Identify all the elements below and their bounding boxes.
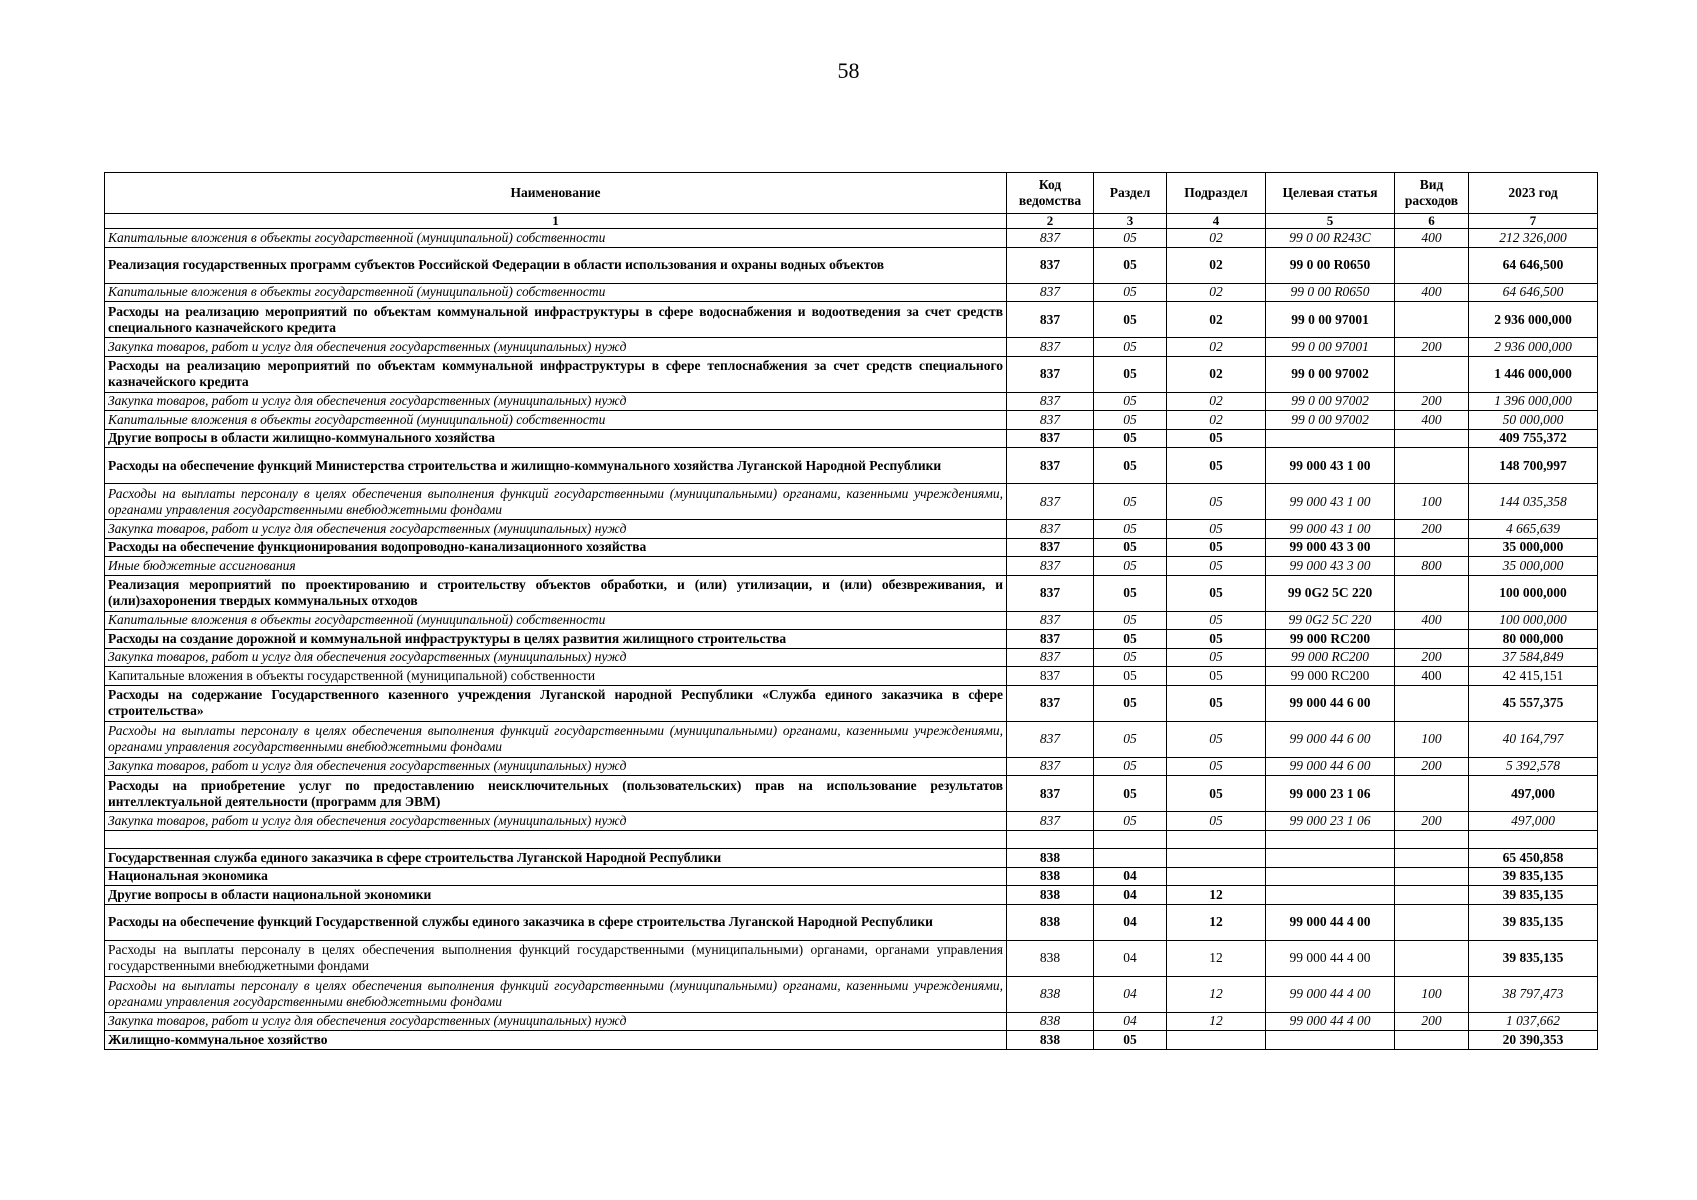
cell-section: 04	[1094, 904, 1167, 940]
cell-dept-code: 837	[1007, 429, 1094, 448]
header-expense-type: Вид расходов	[1395, 173, 1469, 214]
cell-expense-type: 400	[1395, 411, 1469, 430]
cell-subsection	[1167, 849, 1266, 868]
cell-subsection: 02	[1167, 247, 1266, 283]
cell-name: Расходы на выплаты персоналу в целях обеспечения выполнения функций государственными (муниципальными) органами, казенными учреждениями, органами управления государственными внебюджетными фондами	[105, 484, 1007, 520]
cell-amount: 39 835,135	[1469, 904, 1598, 940]
cell-target-article: 99 0 00 97002	[1266, 356, 1395, 392]
cell-name: Капитальные вложения в объекты государственной (муниципальной) собственности	[105, 283, 1007, 302]
header-row	[105, 173, 1598, 214]
cell-amount: 148 700,997	[1469, 448, 1598, 484]
cell-subsection	[1167, 830, 1266, 849]
cell-amount: 100 000,000	[1469, 575, 1598, 611]
cell-name: Другие вопросы в области жилищно-коммунального хозяйства	[105, 429, 1007, 448]
cell-target-article: 99 0 00 97002	[1266, 411, 1395, 430]
cell-name: Расходы на выплаты персоналу в целях обеспечения выполнения функций государственными (муниципальными) органами, казенными учреждениями, органами управления государственными внебюджетными фондами	[105, 721, 1007, 757]
cell-section	[1094, 849, 1167, 868]
cell-amount: 1 396 000,000	[1469, 392, 1598, 411]
cell-amount: 2 936 000,000	[1469, 302, 1598, 338]
cell-expense-type: 200	[1395, 520, 1469, 539]
cell-dept-code: 837	[1007, 411, 1094, 430]
cell-amount: 40 164,797	[1469, 721, 1598, 757]
cell-dept-code: 837	[1007, 557, 1094, 576]
cell-expense-type: 100	[1395, 976, 1469, 1012]
cell-target-article	[1266, 830, 1395, 849]
cell-amount: 37 584,849	[1469, 648, 1598, 667]
cell-dept-code: 837	[1007, 392, 1094, 411]
table-row	[105, 721, 1598, 757]
cell-name: Реализация мероприятий по проектированию и строительству объектов обработки, и (или) утилизации, и (или) обезвреживания, и (или)захоронения твердых коммунальных отходов	[105, 575, 1007, 611]
cell-target-article: 99 000 RC200	[1266, 667, 1395, 686]
table-row	[105, 448, 1598, 484]
table-row	[105, 429, 1598, 448]
cell-dept-code: 838	[1007, 867, 1094, 886]
cell-subsection: 05	[1167, 611, 1266, 630]
cell-name: Закупка товаров, работ и услуг для обеспечения государственных (муниципальных) нужд	[105, 520, 1007, 539]
cell-dept-code: 837	[1007, 538, 1094, 557]
table-row	[105, 886, 1598, 905]
cell-name: Расходы на выплаты персоналу в целях обеспечения выполнения функций государственными (муниципальными) органами, казенными учреждениями, органами управления государственными внебюджетными фондами	[105, 976, 1007, 1012]
cell-section: 05	[1094, 611, 1167, 630]
cell-dept-code: 837	[1007, 575, 1094, 611]
cell-expense-type: 800	[1395, 557, 1469, 576]
cell-dept-code: 837	[1007, 667, 1094, 686]
cell-name: Реализация государственных программ субъектов Российской Федерации в области использования и охраны водных объектов	[105, 247, 1007, 283]
cell-section: 05	[1094, 283, 1167, 302]
cell-target-article: 99 000 23 1 06	[1266, 812, 1395, 831]
page-number: 58	[837, 58, 860, 83]
cell-section: 05	[1094, 411, 1167, 430]
table-row	[105, 940, 1598, 976]
cell-section: 05	[1094, 685, 1167, 721]
cell-subsection: 02	[1167, 356, 1266, 392]
cell-dept-code: 838	[1007, 976, 1094, 1012]
cell-dept-code: 837	[1007, 283, 1094, 302]
cell-amount: 45 557,375	[1469, 685, 1598, 721]
cell-dept-code: 837	[1007, 630, 1094, 649]
cell-dept-code: 838	[1007, 849, 1094, 868]
cell-amount: 1 446 000,000	[1469, 356, 1598, 392]
cell-amount: 144 035,358	[1469, 484, 1598, 520]
cell-target-article: 99 0 00 97001	[1266, 338, 1395, 357]
table-body	[105, 229, 1598, 1050]
cell-dept-code: 837	[1007, 721, 1094, 757]
cell-section: 05	[1094, 1031, 1167, 1050]
cell-name: Капитальные вложения в объекты государственной (муниципальной) собственности	[105, 411, 1007, 430]
cell-amount: 20 390,353	[1469, 1031, 1598, 1050]
header-year-2023: 2023 год	[1469, 173, 1598, 214]
cell-name: Государственная служба единого заказчика в сфере строительства Луганской Народной Республики	[105, 849, 1007, 868]
cell-subsection	[1167, 1031, 1266, 1050]
cell-target-article: 99 000 44 6 00	[1266, 721, 1395, 757]
table-row	[105, 520, 1598, 539]
cell-amount: 80 000,000	[1469, 630, 1598, 649]
cell-expense-type	[1395, 247, 1469, 283]
column-number: 4	[1167, 214, 1266, 229]
cell-amount: 39 835,135	[1469, 886, 1598, 905]
cell-section: 05	[1094, 520, 1167, 539]
cell-expense-type	[1395, 630, 1469, 649]
cell-subsection: 12	[1167, 976, 1266, 1012]
table-row	[105, 247, 1598, 283]
cell-amount: 497,000	[1469, 776, 1598, 812]
cell-section: 05	[1094, 648, 1167, 667]
header-target-article: Целевая статья	[1266, 173, 1395, 214]
cell-name: Расходы на содержание Государственного казенного учреждения Луганской народной Республики «Служба единого заказчика в сфере строительства»	[105, 685, 1007, 721]
cell-amount: 497,000	[1469, 812, 1598, 831]
cell-expense-type	[1395, 356, 1469, 392]
cell-subsection: 05	[1167, 776, 1266, 812]
cell-amount: 42 415,151	[1469, 667, 1598, 686]
cell-target-article: 99 0 00 97001	[1266, 302, 1395, 338]
cell-expense-type	[1395, 685, 1469, 721]
cell-expense-type: 100	[1395, 484, 1469, 520]
table-row	[105, 776, 1598, 812]
table-row	[105, 611, 1598, 630]
cell-subsection: 05	[1167, 757, 1266, 776]
table-row	[105, 575, 1598, 611]
cell-dept-code: 837	[1007, 685, 1094, 721]
cell-dept-code: 838	[1007, 1012, 1094, 1031]
cell-amount: 64 646,500	[1469, 247, 1598, 283]
budget-table	[104, 172, 1598, 1050]
cell-expense-type	[1395, 302, 1469, 338]
cell-section: 05	[1094, 721, 1167, 757]
cell-section: 05	[1094, 356, 1167, 392]
cell-section: 04	[1094, 867, 1167, 886]
table-row	[105, 538, 1598, 557]
cell-subsection: 05	[1167, 685, 1266, 721]
cell-dept-code: 837	[1007, 229, 1094, 248]
cell-section: 05	[1094, 776, 1167, 812]
cell-target-article: 99 000 RC200	[1266, 630, 1395, 649]
cell-name: Жилищно-коммунальное хозяйство	[105, 1031, 1007, 1050]
cell-section: 05	[1094, 392, 1167, 411]
column-number: 1	[105, 214, 1007, 229]
cell-dept-code: 837	[1007, 247, 1094, 283]
cell-subsection: 05	[1167, 667, 1266, 686]
cell-subsection: 05	[1167, 575, 1266, 611]
table-row	[105, 356, 1598, 392]
cell-amount: 64 646,500	[1469, 283, 1598, 302]
column-number: 5	[1266, 214, 1395, 229]
cell-subsection: 05	[1167, 648, 1266, 667]
cell-target-article: 99 000 43 3 00	[1266, 538, 1395, 557]
cell-expense-type	[1395, 940, 1469, 976]
table-row	[105, 867, 1598, 886]
cell-name: Расходы на обеспечение функций Государственной службы единого заказчика в сфере строительства Луганской Народной Республики	[105, 904, 1007, 940]
cell-section: 04	[1094, 976, 1167, 1012]
column-number: 2	[1007, 214, 1094, 229]
cell-target-article: 99 000 43 3 00	[1266, 557, 1395, 576]
column-number-row	[105, 214, 1598, 229]
cell-target-article: 99 000 44 4 00	[1266, 976, 1395, 1012]
table-row	[105, 630, 1598, 649]
cell-section: 05	[1094, 630, 1167, 649]
cell-section	[1094, 830, 1167, 849]
cell-section: 05	[1094, 338, 1167, 357]
cell-expense-type	[1395, 886, 1469, 905]
table-row	[105, 392, 1598, 411]
cell-dept-code: 837	[1007, 812, 1094, 831]
cell-expense-type	[1395, 538, 1469, 557]
cell-name: Другие вопросы в области национальной экономики	[105, 886, 1007, 905]
cell-expense-type: 400	[1395, 229, 1469, 248]
cell-expense-type: 400	[1395, 611, 1469, 630]
cell-section: 05	[1094, 575, 1167, 611]
cell-expense-type	[1395, 904, 1469, 940]
cell-expense-type	[1395, 830, 1469, 849]
cell-target-article: 99 0 00 R0650	[1266, 247, 1395, 283]
cell-amount: 409 755,372	[1469, 429, 1598, 448]
cell-subsection: 05	[1167, 630, 1266, 649]
cell-name: Расходы на реализацию мероприятий по объектам коммунальной инфраструктуры в сфере водоснабжения и водоотведения за счет средств специального казначейского кредита	[105, 302, 1007, 338]
cell-target-article: 99 000 44 6 00	[1266, 757, 1395, 776]
cell-target-article	[1266, 1031, 1395, 1050]
table-row	[105, 283, 1598, 302]
cell-amount: 39 835,135	[1469, 867, 1598, 886]
cell-amount: 50 000,000	[1469, 411, 1598, 430]
cell-target-article: 99 000 44 4 00	[1266, 904, 1395, 940]
table-row	[105, 667, 1598, 686]
cell-expense-type: 200	[1395, 812, 1469, 831]
cell-target-article: 99 000 43 1 00	[1266, 520, 1395, 539]
cell-dept-code: 838	[1007, 886, 1094, 905]
cell-subsection: 12	[1167, 940, 1266, 976]
cell-target-article: 99 0G2 5C 220	[1266, 611, 1395, 630]
cell-subsection: 12	[1167, 1012, 1266, 1031]
cell-dept-code	[1007, 830, 1094, 849]
cell-name: Закупка товаров, работ и услуг для обеспечения государственных (муниципальных) нужд	[105, 338, 1007, 357]
table-row	[105, 812, 1598, 831]
table-row	[105, 229, 1598, 248]
cell-subsection: 02	[1167, 229, 1266, 248]
cell-expense-type: 200	[1395, 648, 1469, 667]
cell-expense-type	[1395, 448, 1469, 484]
cell-amount: 35 000,000	[1469, 538, 1598, 557]
cell-subsection: 05	[1167, 429, 1266, 448]
cell-subsection: 05	[1167, 538, 1266, 557]
cell-name: Закупка товаров, работ и услуг для обеспечения государственных (муниципальных) нужд	[105, 812, 1007, 831]
table-row	[105, 302, 1598, 338]
table-row	[105, 557, 1598, 576]
cell-name: Капитальные вложения в объекты государственной (муниципальной) собственности	[105, 611, 1007, 630]
cell-section: 05	[1094, 448, 1167, 484]
cell-amount: 39 835,135	[1469, 940, 1598, 976]
cell-name: Расходы на создание дорожной и коммунальной инфраструктуры в целях развития жилищного строительства	[105, 630, 1007, 649]
cell-name: Расходы на выплаты персоналу в целях обеспечения выполнения функций государственными (муниципальными) органами, органами управления государственными внебюджетными фондами	[105, 940, 1007, 976]
cell-target-article: 99 0G2 5C 220	[1266, 575, 1395, 611]
cell-target-article	[1266, 429, 1395, 448]
table-row	[105, 1012, 1598, 1031]
cell-name: Закупка товаров, работ и услуг для обеспечения государственных (муниципальных) нужд	[105, 757, 1007, 776]
cell-section: 05	[1094, 484, 1167, 520]
cell-section: 05	[1094, 812, 1167, 831]
header-subsection: Подраздел	[1167, 173, 1266, 214]
cell-name: Закупка товаров, работ и услуг для обеспечения государственных (муниципальных) нужд	[105, 392, 1007, 411]
cell-dept-code: 837	[1007, 757, 1094, 776]
cell-expense-type: 200	[1395, 757, 1469, 776]
cell-expense-type: 400	[1395, 283, 1469, 302]
cell-section: 04	[1094, 940, 1167, 976]
cell-dept-code: 837	[1007, 520, 1094, 539]
cell-target-article: 99 000 RC200	[1266, 648, 1395, 667]
cell-target-article: 99 0 00 R0650	[1266, 283, 1395, 302]
cell-subsection: 05	[1167, 484, 1266, 520]
cell-section: 04	[1094, 886, 1167, 905]
header-dept-code: Код ведомства	[1007, 173, 1094, 214]
cell-target-article: 99 000 43 1 00	[1266, 448, 1395, 484]
cell-name: Капитальные вложения в объекты государственной (муниципальной) собственности	[105, 667, 1007, 686]
cell-amount: 1 037,662	[1469, 1012, 1598, 1031]
cell-amount: 2 936 000,000	[1469, 338, 1598, 357]
cell-subsection: 05	[1167, 448, 1266, 484]
cell-subsection: 02	[1167, 411, 1266, 430]
cell-target-article	[1266, 886, 1395, 905]
cell-section: 05	[1094, 429, 1167, 448]
cell-expense-type: 200	[1395, 392, 1469, 411]
column-number: 6	[1395, 214, 1469, 229]
table-row	[105, 849, 1598, 868]
cell-amount: 35 000,000	[1469, 557, 1598, 576]
cell-subsection: 05	[1167, 557, 1266, 576]
cell-dept-code: 837	[1007, 648, 1094, 667]
cell-expense-type: 200	[1395, 338, 1469, 357]
cell-dept-code: 837	[1007, 302, 1094, 338]
table-row	[105, 904, 1598, 940]
cell-dept-code: 837	[1007, 484, 1094, 520]
cell-dept-code: 838	[1007, 904, 1094, 940]
cell-name: Иные бюджетные ассигнования	[105, 557, 1007, 576]
cell-name: Расходы на реализацию мероприятий по объектам коммунальной инфраструктуры в сфере теплоснабжения за счет средств специального казначейского кредита	[105, 356, 1007, 392]
cell-section: 05	[1094, 557, 1167, 576]
cell-name: Расходы на обеспечение функций Министерства строительства и жилищно-коммунального хозяйства Луганской Народной Республики	[105, 448, 1007, 484]
cell-dept-code: 837	[1007, 338, 1094, 357]
cell-dept-code: 837	[1007, 611, 1094, 630]
cell-subsection: 02	[1167, 338, 1266, 357]
cell-amount: 38 797,473	[1469, 976, 1598, 1012]
cell-expense-type: 400	[1395, 667, 1469, 686]
cell-amount	[1469, 830, 1598, 849]
cell-amount: 100 000,000	[1469, 611, 1598, 630]
cell-expense-type	[1395, 867, 1469, 886]
cell-subsection: 02	[1167, 283, 1266, 302]
cell-amount: 5 392,578	[1469, 757, 1598, 776]
cell-expense-type	[1395, 776, 1469, 812]
cell-target-article: 99 000 23 1 06	[1266, 776, 1395, 812]
cell-expense-type	[1395, 575, 1469, 611]
header-section: Раздел	[1094, 173, 1167, 214]
cell-dept-code: 837	[1007, 448, 1094, 484]
cell-name: Капитальные вложения в объекты государственной (муниципальной) собственности	[105, 229, 1007, 248]
table-row	[105, 757, 1598, 776]
cell-target-article: 99 0 00 R243C	[1266, 229, 1395, 248]
cell-target-article	[1266, 849, 1395, 868]
cell-section: 05	[1094, 538, 1167, 557]
cell-name: Расходы на обеспечение функционирования водопроводно-канализационного хозяйства	[105, 538, 1007, 557]
cell-dept-code: 838	[1007, 1031, 1094, 1050]
cell-subsection: 05	[1167, 812, 1266, 831]
table-row	[105, 685, 1598, 721]
cell-expense-type	[1395, 1031, 1469, 1050]
cell-section: 05	[1094, 302, 1167, 338]
cell-section: 05	[1094, 667, 1167, 686]
cell-target-article: 99 000 43 1 00	[1266, 484, 1395, 520]
cell-amount: 65 450,858	[1469, 849, 1598, 868]
cell-name: Закупка товаров, работ и услуг для обеспечения государственных (муниципальных) нужд	[105, 648, 1007, 667]
cell-target-article: 99 000 44 4 00	[1266, 940, 1395, 976]
cell-subsection: 12	[1167, 886, 1266, 905]
cell-subsection: 05	[1167, 721, 1266, 757]
header-name: Наименование	[105, 173, 1007, 214]
column-number: 7	[1469, 214, 1598, 229]
cell-section: 05	[1094, 229, 1167, 248]
cell-name: Закупка товаров, работ и услуг для обеспечения государственных (муниципальных) нужд	[105, 1012, 1007, 1031]
cell-dept-code: 837	[1007, 776, 1094, 812]
table-row	[105, 830, 1598, 849]
cell-name: Национальная экономика	[105, 867, 1007, 886]
cell-name	[105, 830, 1007, 849]
column-number: 3	[1094, 214, 1167, 229]
cell-target-article: 99 000 44 6 00	[1266, 685, 1395, 721]
cell-dept-code: 838	[1007, 940, 1094, 976]
cell-subsection: 12	[1167, 904, 1266, 940]
cell-section: 04	[1094, 1012, 1167, 1031]
cell-subsection: 02	[1167, 302, 1266, 338]
cell-expense-type: 200	[1395, 1012, 1469, 1031]
cell-target-article: 99 0 00 97002	[1266, 392, 1395, 411]
cell-target-article: 99 000 44 4 00	[1266, 1012, 1395, 1031]
cell-expense-type: 100	[1395, 721, 1469, 757]
cell-subsection	[1167, 867, 1266, 886]
table-row	[105, 976, 1598, 1012]
cell-subsection: 02	[1167, 392, 1266, 411]
table-row	[105, 648, 1598, 667]
cell-target-article	[1266, 867, 1395, 886]
cell-amount: 212 326,000	[1469, 229, 1598, 248]
cell-amount: 4 665,639	[1469, 520, 1598, 539]
table-row	[105, 1031, 1598, 1050]
cell-subsection: 05	[1167, 520, 1266, 539]
table-row	[105, 484, 1598, 520]
table-row	[105, 411, 1598, 430]
table-row	[105, 338, 1598, 357]
cell-section: 05	[1094, 247, 1167, 283]
cell-dept-code: 837	[1007, 356, 1094, 392]
cell-section: 05	[1094, 757, 1167, 776]
cell-expense-type	[1395, 849, 1469, 868]
cell-name: Расходы на приобретение услуг по предоставлению неисключительных (пользовательских) прав на использование результатов интеллектуальной деятельности (программ для ЭВМ)	[105, 776, 1007, 812]
cell-expense-type	[1395, 429, 1469, 448]
